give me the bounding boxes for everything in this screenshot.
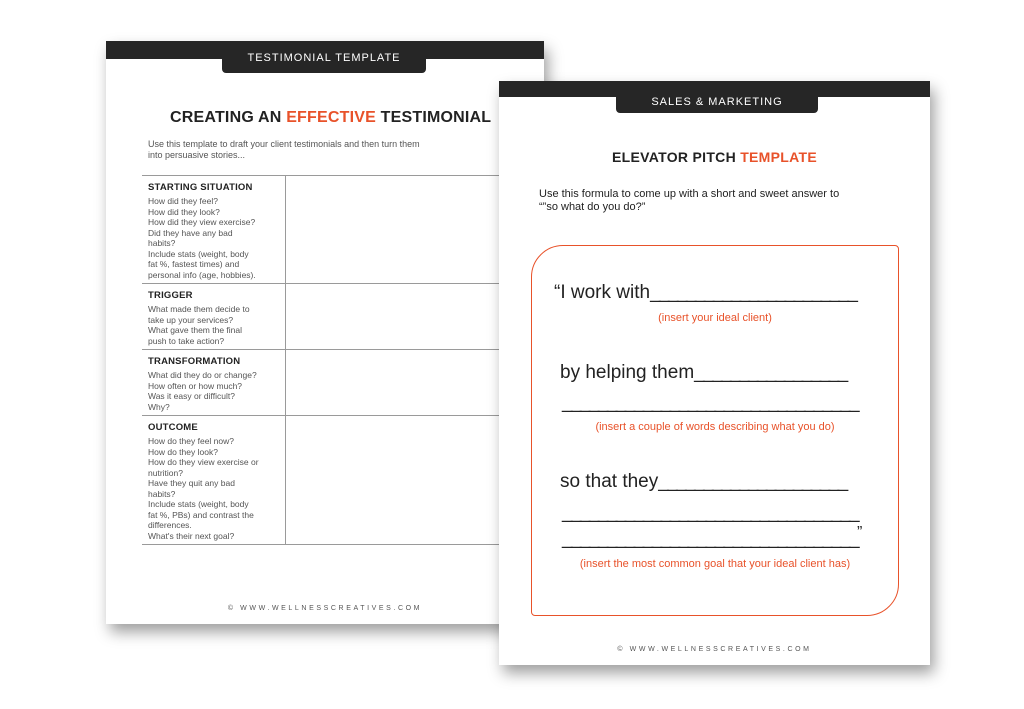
note-common-goal: (insert the most common goal that your ideal client has) bbox=[579, 558, 851, 570]
pitch-line-helping: by helping them_________________ bbox=[560, 362, 847, 383]
row-heading: OUTCOME bbox=[148, 422, 198, 433]
fill-in-blank: _________________________________ bbox=[562, 528, 858, 549]
row-prompt: Was it easy or difficult? bbox=[148, 391, 235, 401]
elevator-pitch-sheet bbox=[499, 81, 930, 665]
fill-in-blank: _____________________ bbox=[658, 471, 847, 492]
pitch-line-so-that: so that they_____________________ bbox=[560, 471, 847, 492]
row-prompt: What did they do or change? bbox=[148, 370, 257, 380]
note-ideal-client: (insert your ideal client) bbox=[658, 312, 772, 324]
row-heading: STARTING SITUATION bbox=[148, 182, 253, 193]
row-prompt: What made them decide to bbox=[148, 304, 250, 314]
testimonial-intro: Use this template to draft your client testimonials and then turn them into persuasive stories... bbox=[148, 139, 420, 160]
row-prompt: How did they feel? bbox=[148, 196, 218, 206]
pitch-formula-box bbox=[531, 245, 899, 616]
note-what-you-do: (insert a couple of words describing what you do) bbox=[595, 421, 835, 433]
row-prompt: How do they feel now? bbox=[148, 436, 234, 446]
table-row bbox=[142, 416, 544, 545]
fill-in-blank: _________________ bbox=[694, 362, 847, 383]
row-heading: TRANSFORMATION bbox=[148, 356, 241, 367]
row-prompt: How do they look? bbox=[148, 446, 218, 457]
row-prompt: Have they quit any bad bbox=[148, 478, 235, 488]
pitch-footer: © WWW.WELLNESSCREATIVES.COM bbox=[617, 646, 812, 653]
row-prompt: personal info (age, hobbies). bbox=[148, 269, 256, 280]
row-prompt: differences. bbox=[148, 520, 192, 530]
pitch-line-work-with: “I work with_______________________ bbox=[554, 282, 857, 303]
row-prompt: How did they view exercise? bbox=[148, 217, 256, 227]
closing-quote: ” bbox=[857, 524, 863, 541]
row-prompt: Include stats (weight, body bbox=[148, 499, 249, 509]
testimonial-table bbox=[142, 175, 544, 545]
row-prompt: habits? bbox=[148, 488, 176, 499]
fill-in-blank: _________________________________ bbox=[562, 502, 858, 523]
pitch-intro: Use this formula to come up with a short and sweet answer to “”so what do you do?” bbox=[539, 188, 840, 213]
row-prompt: habits? bbox=[148, 238, 176, 248]
table-row bbox=[142, 284, 544, 350]
row-prompt: What gave them the final bbox=[148, 325, 243, 335]
testimonial-template-sheet bbox=[106, 41, 544, 624]
fill-in-blank: _________________________________ bbox=[562, 392, 858, 413]
row-prompt: How did they look? bbox=[148, 206, 220, 217]
row-prompt: How often or how much? bbox=[148, 380, 243, 391]
row-prompt: nutrition? bbox=[148, 467, 183, 478]
row-prompt: How do they view exercise or bbox=[148, 457, 259, 467]
row-heading: TRIGGER bbox=[148, 290, 193, 301]
table-row bbox=[142, 350, 544, 416]
testimonial-tab-label: TESTIMONIAL TEMPLATE bbox=[222, 55, 426, 73]
pitch-title: ELEVATOR PITCH TEMPLATE bbox=[612, 149, 817, 165]
row-prompt: push to take action? bbox=[148, 335, 225, 346]
pitch-tab-label: SALES & MARKETING bbox=[616, 91, 818, 113]
row-prompt: fat %, fastest times) and bbox=[148, 259, 240, 269]
row-prompt: Why? bbox=[148, 401, 170, 412]
testimonial-footer: © WWW.WELLNESSCREATIVES.COM bbox=[227, 605, 423, 612]
row-prompt: Include stats (weight, body bbox=[148, 248, 249, 259]
row-prompt: Did they have any bad bbox=[148, 227, 233, 238]
table-row bbox=[142, 176, 544, 284]
row-prompt: take up your services? bbox=[148, 314, 234, 325]
fill-in-blank: _______________________ bbox=[650, 282, 857, 303]
testimonial-title: CREATING AN EFFECTIVE TESTIMONIAL bbox=[170, 109, 492, 126]
row-prompt: fat %, PBs) and contrast the bbox=[148, 509, 254, 520]
row-prompt: What's their next goal? bbox=[148, 530, 235, 541]
